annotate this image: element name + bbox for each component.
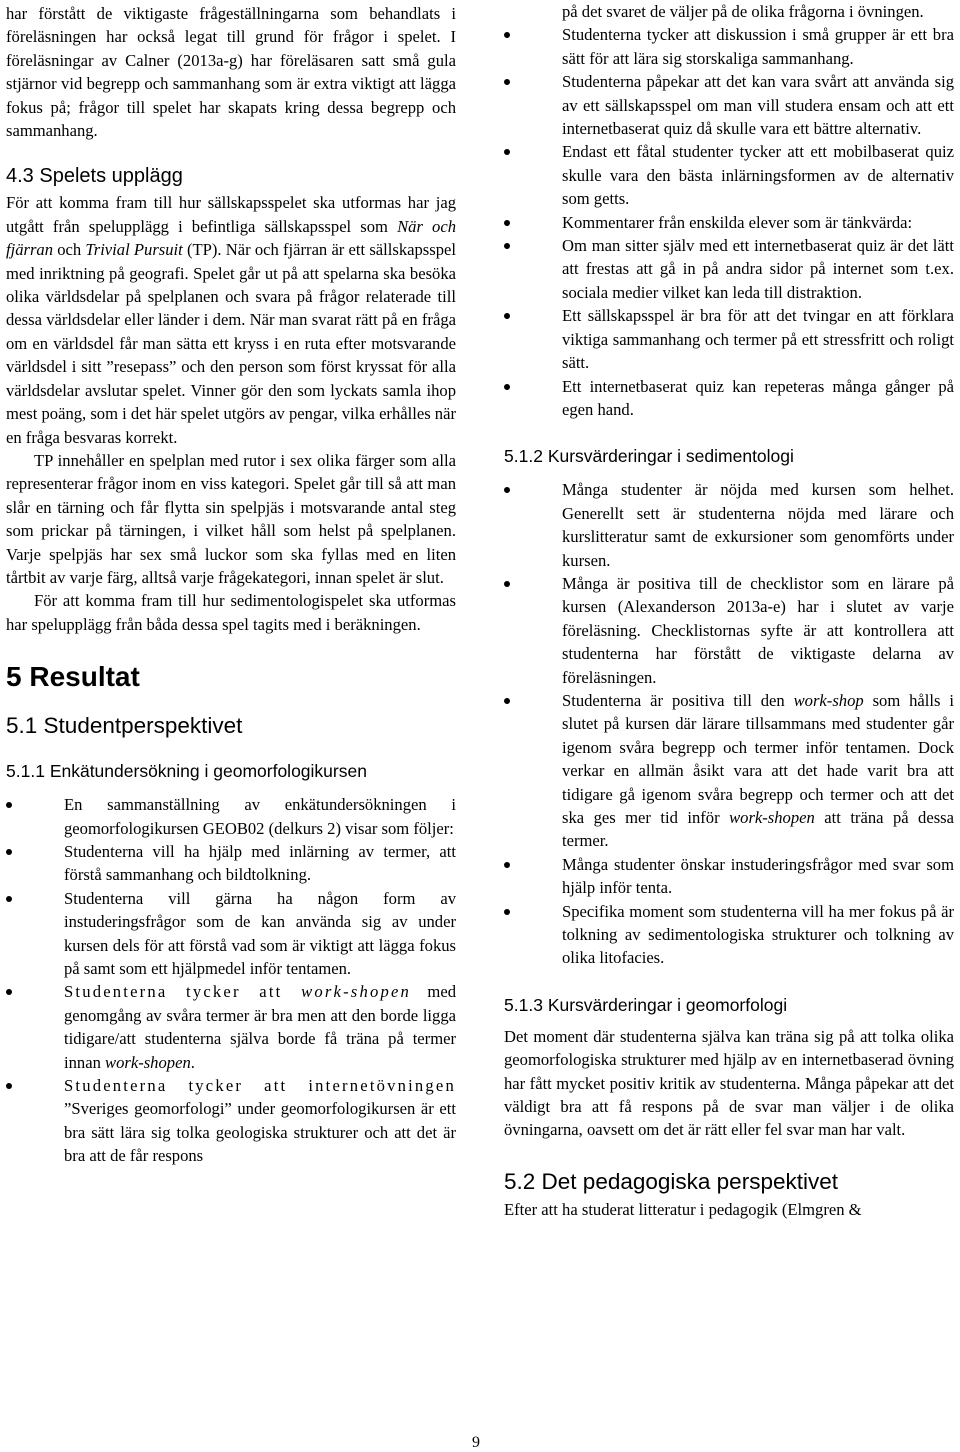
section-title: Kursvärderingar i geomorfologi [547, 994, 788, 1015]
survey-bullet-list [6, 793, 456, 1168]
list-item: Endast ett fåtal studenter tycker att ett mobilbaserat quiz skulle vara den bästa inlärningsformen av de alternativ som getts. [504, 140, 954, 210]
bullet-icon [6, 802, 12, 808]
continued-bullet-text: på det svaret de väljer på de olika frågorna i övningen. [562, 2, 924, 21]
list-item: Studenterna vill ha hjälp med inlärning av termer, att förstå sammanhang och bildtolkning. [6, 840, 456, 887]
bullet-icon [504, 220, 510, 226]
bullet-icon [504, 32, 510, 38]
bullet-icon [504, 909, 510, 915]
bullet-icon [504, 862, 510, 868]
geomorphology-paragraph: Det moment där studenterna själva kan träna sig på att tolka olika geomorfologiska strukturer med hjälp av en internetbaserad övning har fått mycket positiv kritik av studenterna. Många påpekar att det väldigt bra att få respons på de svar man väljer i de olika övningarna, oavsett om det är rätt eller fel svar man har valt. [504, 1026, 954, 1140]
section-title: Studentperspektivet [43, 713, 243, 739]
list-item: Om man sitter själv med ett internetbaserat quiz är det lätt att frestas att gå in på andra sidor på internet som t.ex. sociala medier vilket kan leda till distraktion. [504, 234, 954, 304]
section-5-heading [6, 660, 456, 694]
section-5-1-2-heading [504, 445, 954, 468]
section-5-1-3-heading [504, 994, 954, 1017]
bullet-icon [6, 1083, 12, 1089]
section-title: Kursvärderingar i sedimentologi [547, 446, 794, 467]
bullet-icon [6, 896, 12, 902]
section-number: 4.3 [6, 165, 34, 188]
bullet-icon [504, 149, 510, 155]
section-title: Enkätundersökning i geomorfologikursen [49, 761, 367, 782]
bullet-icon [504, 698, 510, 704]
left-column [6, 0, 456, 1168]
page-number: 9 [472, 1434, 480, 1451]
section-5-1-heading [6, 712, 456, 740]
tp-paragraph: TP innehåller en spelplan med rutor i sex olika färger som alla representerar frågor inom en viss kategori. Spelet går till så att man slår en tärning och får flytta sin spelpjäs i motsvarande antal steg som prickar på tärningen, i vilket håll som helst på spelplanen. Varje spelpjäs har sex små luckor som ska fyllas med en liten tårtbit av varje färg, alltså varje frågekategori, innan spelet är slut. [6, 450, 456, 587]
bullet-icon [504, 243, 510, 249]
list-item: Ett internetbaserat quiz kan repeteras många gånger på egen hand. [504, 375, 954, 422]
list-item: Många studenter önskar instuderingsfrågor med svar som hjälp inför tenta. [504, 853, 954, 900]
pedagogy-paragraph: Efter att ha studerat litteratur i pedagogik (Elmgren & [504, 1199, 862, 1219]
bullet-icon [504, 313, 510, 319]
list-item: Studenterna tycker att diskussion i små grupper är ett bra sätt för att lära sig storskaliga sammanhang. [504, 23, 954, 70]
list-item: Kommentarer från enskilda elever som är tänkvärda: [504, 211, 954, 234]
section-title: Resultat [29, 661, 140, 693]
list-item: Många är positiva till de checklistor som en lärare på kursen (Alexanderson 2013a-e) har i slutet av varje föreläsning. Checklistornas syfte är att kontrollera att studenterna har förstått de viktigaste delarna av föreläsningen. [504, 572, 954, 689]
section-number: 5.1.3 [504, 994, 543, 1015]
sedimentology-game-paragraph: För att komma fram till hur sedimentologispelet ska utformas har spelupplägg från båda dessa spel tagits med i beräkningen. [6, 591, 456, 634]
bullet-icon [504, 79, 510, 85]
section-number: 5.1 [6, 713, 38, 739]
bullet-icon [504, 581, 510, 587]
intro-paragraph: har förstått de viktigaste frågeställningarna som behandlats i föreläsningen har också legat till grund för frågor i spelet. I föreläsningar av Calner (2013a-g) har föreläsaren satt små gula stjärnor vid begrepp och sammanhang som är extra viktigt att lägga fokus på; frågor till spelet har skapats kring dessa begrepp och sammanhang. [6, 4, 456, 141]
section-number: 5.1.1 [6, 761, 45, 782]
section-5-2-heading [504, 1168, 954, 1196]
section-number: 5.2 [504, 1168, 536, 1194]
bullet-icon [6, 849, 12, 855]
list-item: Ett sällskapsspel är bra för att det tvingar en att förklara viktiga sammanhang och termer på ett stressfritt och roligt sätt. [504, 304, 954, 374]
list-item: En sammanställning av enkätundersökningen i geomorfologikursen GEOB02 (delkurs 2) visar som följer: [6, 793, 456, 840]
right-column [504, 0, 954, 1221]
section-title: Det pedagogiska perspektivet [541, 1168, 838, 1194]
survey-bullet-list-continued [504, 23, 954, 421]
game-setup-paragraph: För att komma fram till hur sällskapsspelet ska utformas har jag utgått från spelupplägg i befintliga sällskapsspel som När och fjärran och Trivial Pursuit (TP). När och fjärran är ett sällskapsspel med inriktning på geografi. Spelet går ut på att spelarna ska besöka olika världsdelar på spelplanen och svara på frågor relaterade till dessa världsdelar eller länder i dem. När man svarat rätt på en fråga om en världsdel får man sätta ett kryss i en ruta efter motsvarande världsdel i sitt ”resepass” och den person som först kryssat för alla världsdelar avslutar spelet. Vinner gör den som lyckats samla ihop mest poäng, som i det här spelet utgörs av pengar, vilka erhålles när en fråga besvaras korrekt. [6, 193, 456, 447]
list-item: Studenterna är positiva till den work-shop som hålls i slutet på kursen där lärare tillsammans med studenter går igenom svåra begrepp och termer inför tentamen. Dock verkar en allmän åsikt vara att det hade varit bra att tidigare gå igenom svåra begrepp och termer och att det ska ges mer tid inför work-shopen att träna på dessa termer. [504, 689, 954, 853]
bullet-icon [6, 989, 12, 995]
section-number: 5 [6, 661, 22, 693]
bullet-icon [504, 487, 510, 493]
section-number: 5.1.2 [504, 446, 543, 467]
section-title: Spelets upplägg [39, 165, 183, 188]
list-item: Specifika moment som studenterna vill ha mer fokus på är tolkning av sedimentologiska strukturer och tolkning av olika litofacies. [504, 900, 954, 970]
game-title-trivial-pursuit: Trivial Pursuit [85, 240, 183, 260]
list-item: Studenterna vill gärna ha någon form av instuderingsfrågor som de kan använda sig av under kursen dels för att förstå vad som är viktigt att lägga fokus på samt som ett hjälpmedel inför tentamen. [6, 887, 456, 981]
section-5-1-1-heading [6, 760, 456, 783]
game-title-nar-och-fjarran: När och fjärran [6, 216, 456, 260]
section-4-3-heading [6, 163, 456, 189]
list-item: Studenterna tycker att work-shopen med genomgång av svåra termer är bra men att den borde ligga tidigare/att studenterna själva borde få träna på termer innan work-shopen. [6, 980, 456, 1074]
list-item: Studenterna påpekar att det kan vara svårt att använda sig av ett sällskapsspel om man vill studera ensam och att ett internetbaserat quiz då skulle vara ett bättre alternativ. [504, 70, 954, 140]
list-item: Studenterna tycker att internetövningen ”Sveriges geomorfologi” under geomorfologikursen är ett bra sätt lära sig tolka geologiska strukturer och att det är bra att de får respons [6, 1074, 456, 1168]
list-item: Många studenter är nöjda med kursen som helhet. Generellt sett är studenterna nöjda med lärare och kurslitteratur samt de exkursioner som genomförts under kursen. [504, 478, 954, 572]
sedimentology-bullet-list [504, 478, 954, 970]
bullet-icon [504, 384, 510, 390]
